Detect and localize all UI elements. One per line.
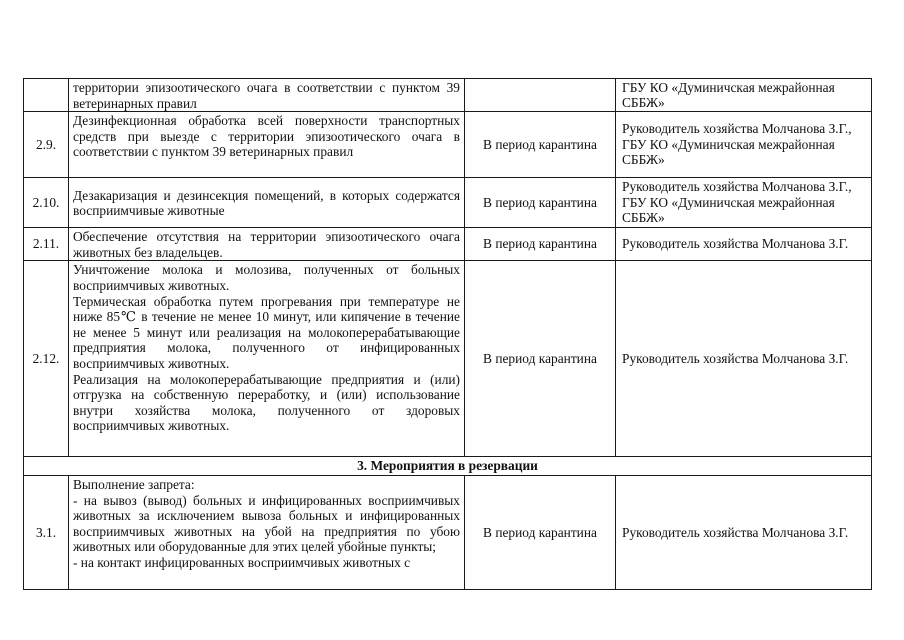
- table-row: [24, 178, 872, 228]
- table-row: [24, 112, 872, 178]
- description-paragraph: - на контакт инфицированных восприимчивых животных с: [73, 554, 411, 570]
- description-paragraph: Реализация на молокоперерабатывающие предприятия и (или) отгрузка на собственную переработку, и (или) использование внутри хозяйства молока, полученного от здоровых восприимчивых животных.: [73, 371, 460, 434]
- section-header-row: [24, 457, 872, 476]
- row-number: 3.1.: [24, 475, 69, 589]
- measures-table-container: [23, 78, 871, 590]
- description-paragraph: - на вывоз (вывод) больных и инфицированных восприимчивых животных за исключением вывоза больных и инфицированных восприимчивых животных на убой на предприятия по убою животных или оборудованные для этих целей убойные пункты;: [73, 492, 460, 555]
- measures-table: [23, 78, 872, 590]
- measure-description: [69, 261, 465, 457]
- description-paragraph: Дезакаризация и дезинсекция помещений, в которых содержатся восприимчивые животные: [73, 187, 460, 219]
- description-paragraph: Обеспечение отсутствия на территории эпизоотического очага животных без владельцев.: [73, 229, 460, 260]
- period-cell: [465, 79, 616, 112]
- period-cell: В период карантина: [465, 178, 616, 228]
- description-paragraph: Уничтожение молока и молозива, полученных от больных восприимчивых животных.: [73, 262, 460, 293]
- row-number: 2.11.: [24, 228, 69, 261]
- table-row: [24, 261, 872, 457]
- description-paragraph: Выполнение запрета:: [73, 476, 195, 492]
- measure-description: [69, 475, 465, 589]
- description-paragraph: территории эпизоотического очага в соответствии с пунктом 39 ветеринарных правил: [73, 80, 460, 111]
- description-paragraph: Термическая обработка путем прогревания при температуре не ниже 85℃ в течение не менее 10 минут, или кипячение в течение не менее 5 минут или реализация на молокоперерабатывающие предприятия молока, полученного от инфицированных восприимчивых животных.: [73, 293, 460, 371]
- measure-description: [69, 112, 465, 178]
- period-cell: В период карантина: [465, 112, 616, 178]
- section-title: 3. Мероприятия в резервации: [24, 457, 872, 476]
- period-cell: В период карантина: [465, 261, 616, 457]
- measure-description: [69, 79, 465, 112]
- responsible-cell: Руководитель хозяйства Молчанова З.Г., ГБУ КО «Думиничская межрайонная СББЖ»: [616, 112, 872, 178]
- row-number: [24, 79, 69, 112]
- measure-description: [69, 228, 465, 261]
- row-number: 2.10.: [24, 178, 69, 228]
- description-paragraph: Дезинфекционная обработка всей поверхности транспортных средств при выезде с территории эпизоотического очага в соответствии с пунктом 39 ветеринарных правил: [73, 113, 460, 160]
- row-number: 2.12.: [24, 261, 69, 457]
- period-cell: В период карантина: [465, 475, 616, 589]
- responsible-cell: ГБУ КО «Думиничская межрайонная СББЖ»: [616, 79, 872, 112]
- responsible-cell: Руководитель хозяйства Молчанова З.Г.: [616, 261, 872, 457]
- responsible-cell: Руководитель хозяйства Молчанова З.Г.: [616, 228, 872, 261]
- table-row: [24, 228, 872, 261]
- responsible-cell: Руководитель хозяйства Молчанова З.Г.: [616, 475, 872, 589]
- period-cell: В период карантина: [465, 228, 616, 261]
- measure-description: [69, 178, 465, 228]
- responsible-cell: Руководитель хозяйства Молчанова З.Г., ГБУ КО «Думиничская межрайонная СББЖ»: [616, 178, 872, 228]
- row-number: 2.9.: [24, 112, 69, 178]
- table-row: [24, 475, 872, 589]
- table-row: [24, 79, 872, 112]
